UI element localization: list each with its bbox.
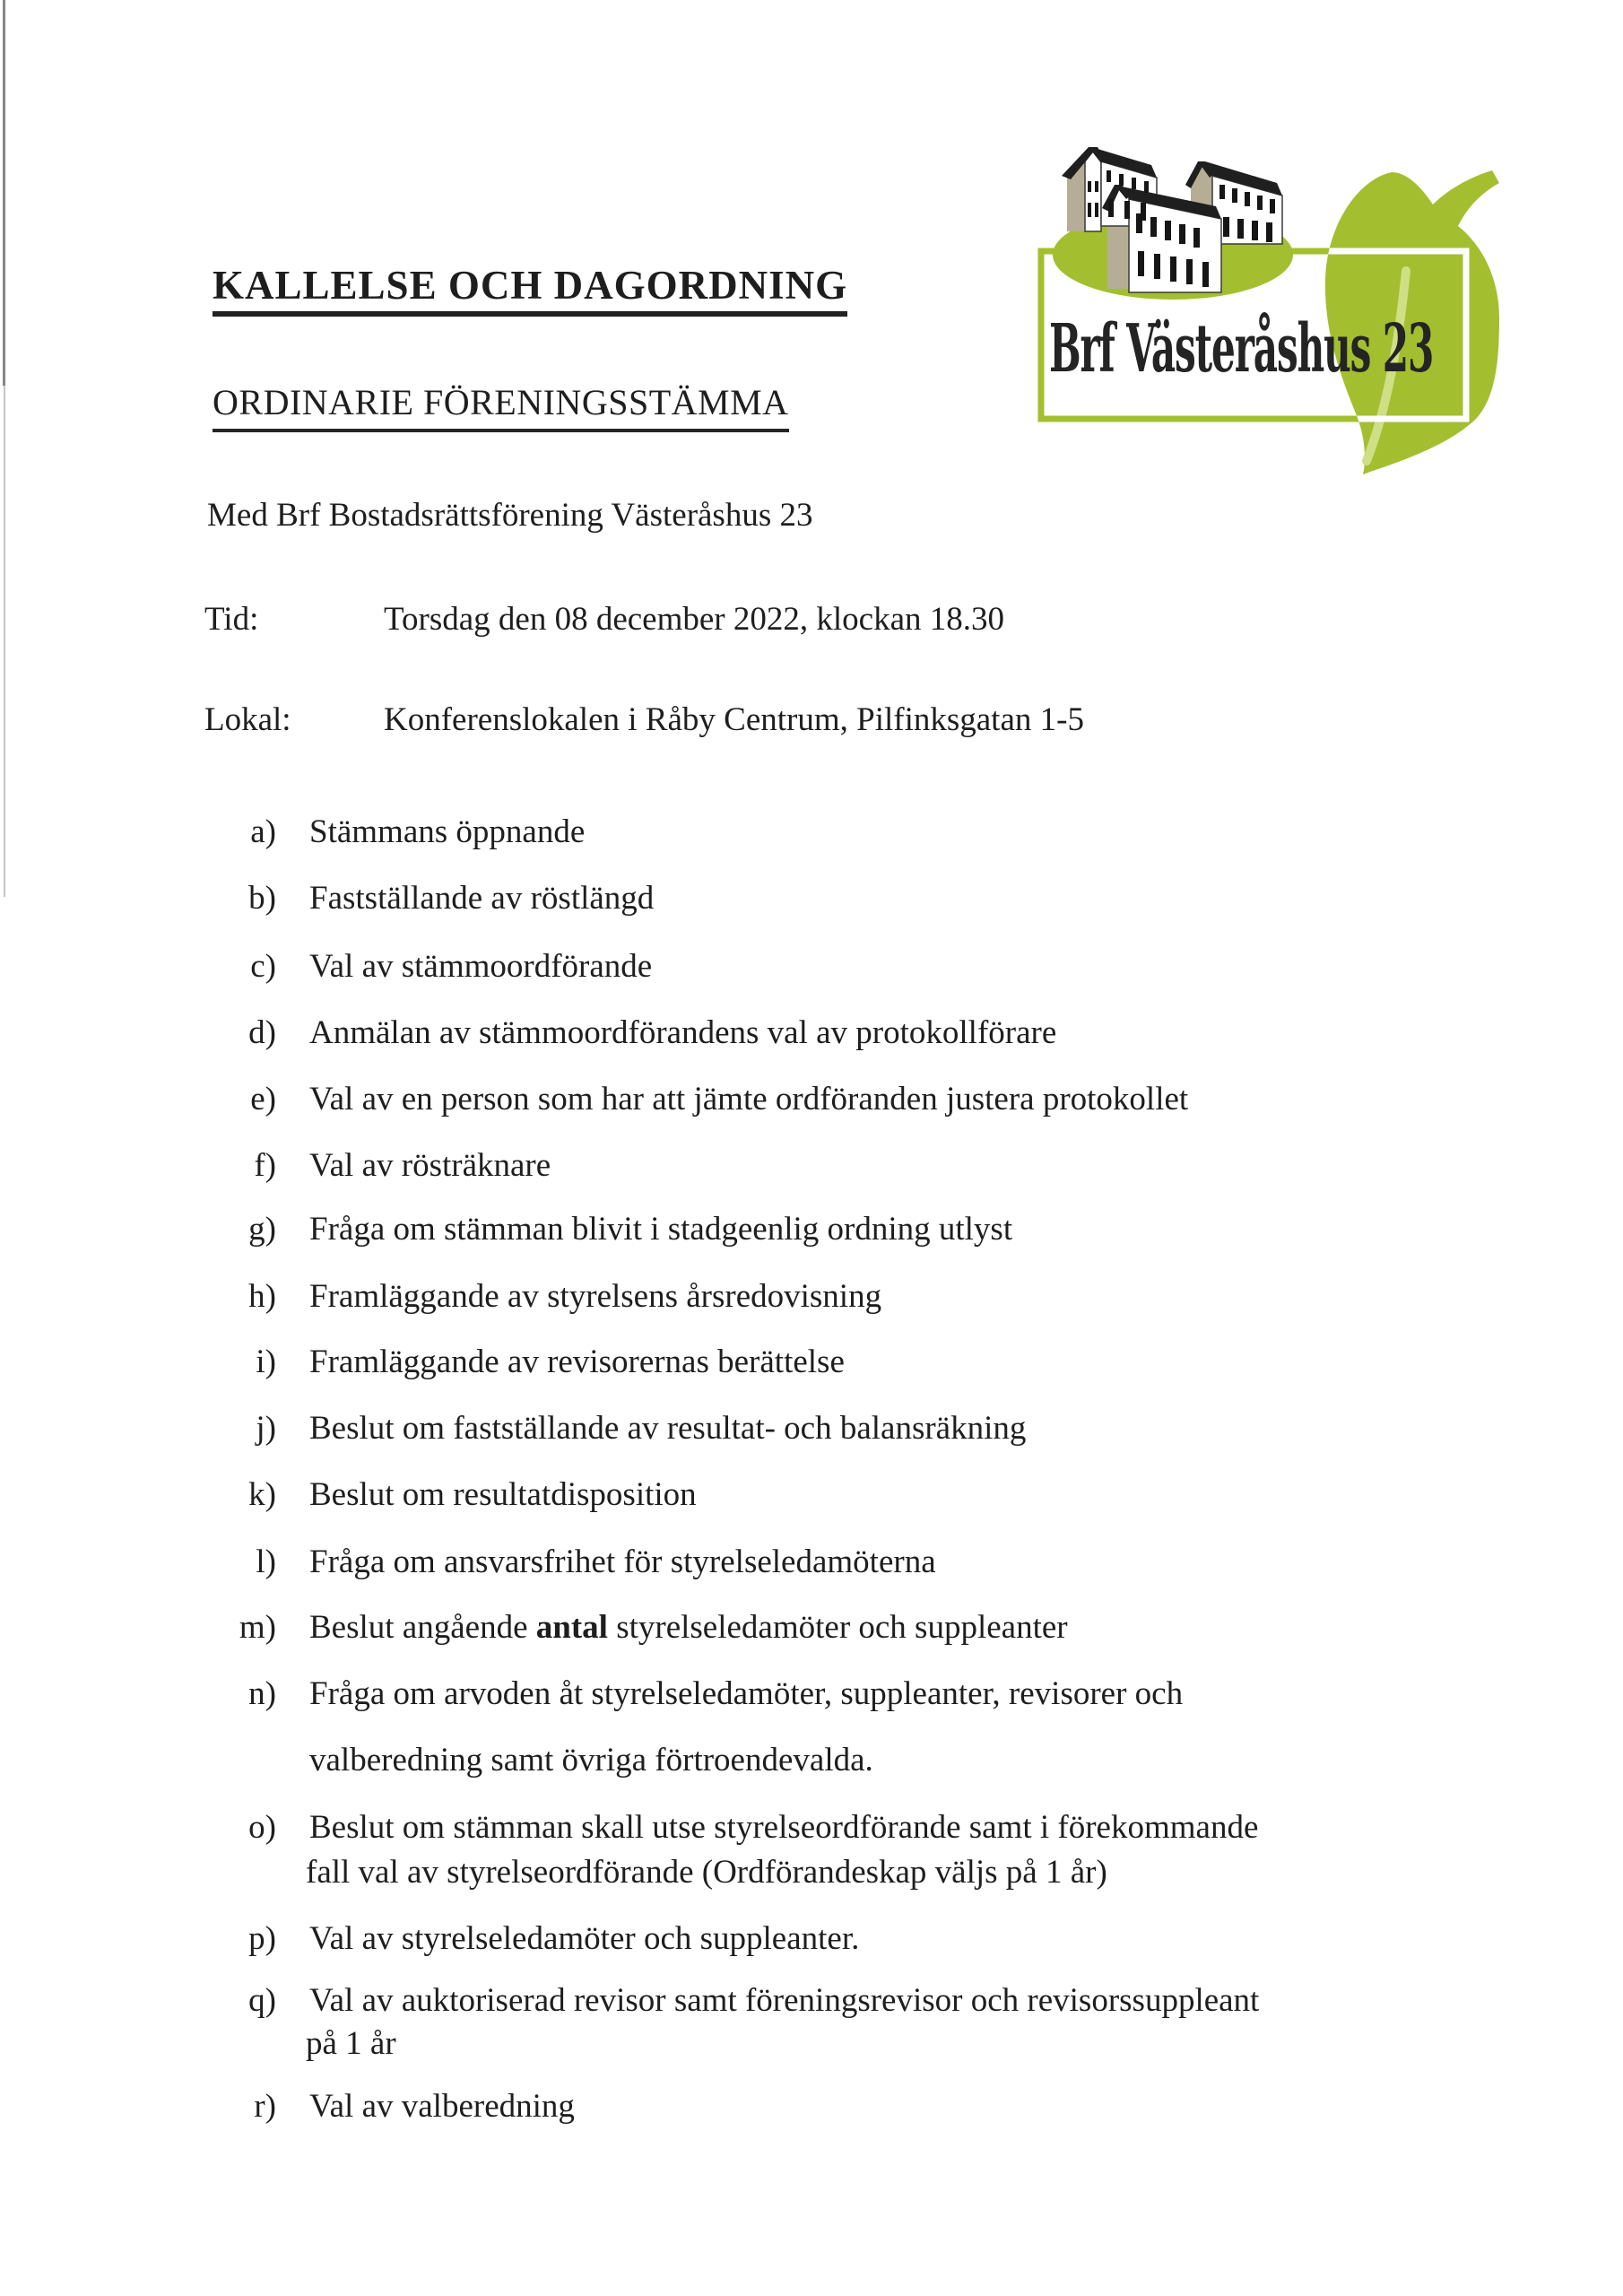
agenda-letter: a): [250, 813, 276, 850]
agenda-letter: m): [239, 1609, 276, 1646]
agenda-item-l: [0, 1545, 1623, 1588]
agenda-text: Fråga om stämman blivit i stadgeenlig ordning utlyst: [309, 1211, 1013, 1248]
agenda-item-q-line2: [0, 2027, 1623, 2070]
agenda-text: Beslut om stämman skall utse styrelseordförande samt i förekommande: [309, 1809, 1259, 1846]
agenda-letter: b): [248, 880, 276, 917]
agenda-text: Val av rösträknare: [309, 1147, 551, 1184]
agenda-text: Val av stämmoordförande: [309, 948, 653, 985]
agenda-letter: e): [250, 1081, 276, 1118]
agenda-item-n: [0, 1677, 1623, 1720]
location-value: Konferenslokalen i Råby Centrum, Pilfinksgatan 1-5: [384, 701, 1084, 738]
agenda-letter: j): [256, 1410, 276, 1447]
agenda-text: Beslut om resultatdisposition: [309, 1476, 697, 1513]
agenda-text: [309, 1611, 1068, 1644]
agenda-text-post: styrelseledamöter och suppleanter: [607, 1609, 1068, 1646]
agenda-text: fall val av styrelseordförande (Ordförandeskap väljs på 1 år): [306, 1854, 1107, 1891]
agenda-text: Fråga om ansvarsfrihet för styrelseledamöterna: [309, 1544, 936, 1580]
logo-wordmark: Brf Västeråshus 23: [1049, 310, 1434, 387]
agenda-text: Val av styrelseledamöter och suppleanter.: [309, 1920, 860, 1957]
brf-vasterashus-logo: [1011, 109, 1503, 513]
agenda-letter: i): [256, 1344, 276, 1380]
agenda-item-c: [0, 950, 1623, 993]
agenda-item-b: [0, 882, 1623, 925]
agenda-item-q: [0, 1984, 1623, 2027]
agenda-item-j: [0, 1412, 1623, 1455]
agenda-text: Framläggande av styrelsens årsredovisning: [309, 1278, 882, 1315]
agenda-text-pre: Beslut angående: [309, 1609, 536, 1646]
agenda-text: Val av auktoriserad revisor samt föreningsrevisor och revisorssuppleant: [309, 1982, 1260, 2019]
agenda-item-e: [0, 1083, 1623, 1126]
agenda-item-k: [0, 1478, 1623, 1521]
agenda-text: Anmälan av stämmoordförandens val av protokollförare: [309, 1014, 1057, 1051]
page-title: KALLELSE OCH DAGORDNING: [213, 265, 847, 317]
agenda-letter: p): [248, 1920, 276, 1957]
agenda-text: valberedning samt övriga förtroendevalda.: [309, 1742, 873, 1779]
agenda-letter: n): [248, 1675, 276, 1712]
agenda-text: Beslut om fastställande av resultat- och balansräkning: [309, 1410, 1027, 1447]
agenda-letter: c): [250, 948, 276, 985]
agenda-text: Fråga om arvoden åt styrelseledamöter, suppleanter, revisorer och: [309, 1675, 1184, 1712]
agenda-item-g: [0, 1213, 1623, 1256]
scan-artifact-line: [3, 0, 5, 386]
association-line: Med Brf Bostadsrättsförening Västeråshus 23: [207, 497, 813, 534]
agenda-text: Framläggande av revisorernas berättelse: [309, 1344, 845, 1380]
agenda-item-r: [0, 2090, 1623, 2133]
agenda-text: Val av en person som har att jämte ordföranden justera protokollet: [309, 1081, 1189, 1118]
agenda-item-h: [0, 1280, 1623, 1323]
agenda-letter: q): [248, 1982, 276, 2019]
agenda-letter: o): [248, 1809, 276, 1846]
agenda-letter: d): [248, 1014, 276, 1051]
agenda-text: Val av valberedning: [309, 2088, 575, 2125]
agenda-item-m: [0, 1611, 1623, 1654]
agenda-item-o: [0, 1811, 1623, 1854]
agenda-text-bold: antal: [535, 1609, 608, 1646]
agenda-item-f: [0, 1149, 1623, 1192]
agenda-letter: f): [254, 1147, 276, 1184]
agenda-text: Fastställande av röstlängd: [309, 880, 655, 917]
agenda-item-a: [0, 815, 1623, 858]
page-subtitle: ORDINARIE FÖRENINGSSTÄMMA: [213, 385, 789, 432]
time-value: Torsdag den 08 december 2022, klockan 18.30: [384, 601, 1004, 638]
agenda-letter: l): [256, 1544, 276, 1580]
meta-row-time: [0, 603, 1623, 648]
agenda-item-n-line2: [0, 1744, 1623, 1787]
agenda-letter: g): [248, 1211, 276, 1248]
agenda-text: Stämmans öppnande: [309, 813, 586, 850]
agenda-item-d: [0, 1016, 1623, 1059]
agenda-item-p: [0, 1922, 1623, 1965]
meta-row-location: [0, 703, 1623, 748]
agenda-item-i: [0, 1345, 1623, 1388]
agenda-letter: r): [254, 2088, 276, 2125]
agenda-letter: h): [248, 1278, 276, 1315]
agenda-letter: k): [248, 1476, 276, 1513]
time-label: Tid:: [204, 601, 259, 638]
location-label: Lokal:: [204, 701, 291, 738]
agenda-item-o-line2: [0, 1856, 1623, 1899]
agenda-text: på 1 år: [306, 2025, 396, 2062]
